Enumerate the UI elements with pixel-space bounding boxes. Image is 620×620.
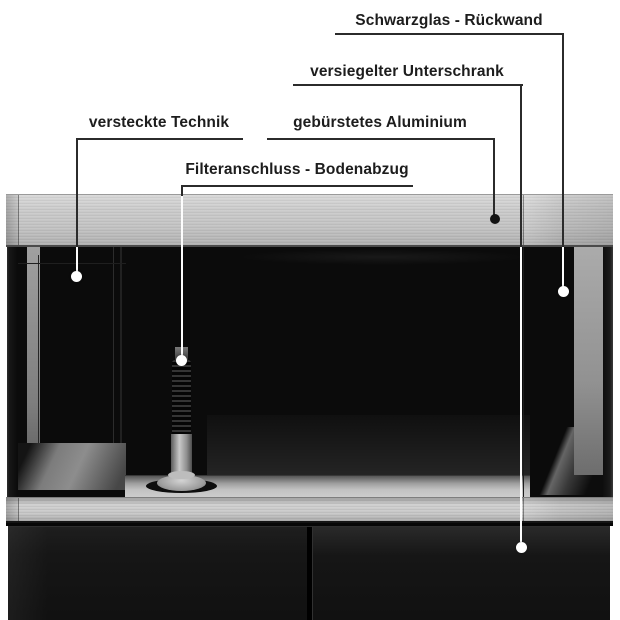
callout-underline [77,138,243,140]
back-glass-right-edge [603,247,613,497]
right-aluminum-pillar [574,247,603,475]
callout-underline [267,138,495,140]
bottom-frame-right-face [523,498,613,521]
callout-label: versiegelter Unterschrank [310,63,504,80]
compartment-top-line [18,263,126,264]
callout-marker-dot [558,286,569,297]
callout-marker-dot [71,271,82,282]
callout-leader-line [181,185,183,196]
top-frame-left-face [6,195,19,245]
right-corner-seam [523,247,524,497]
callout-leader-line-light [520,247,522,542]
callout-leader-line [520,84,522,247]
filter-spring-hose [172,360,191,438]
top-frame-right-face [523,195,613,245]
front-glass-left-edge [7,247,18,497]
callout-label: versteckte Technik [88,114,230,131]
back-wall-lower-sheen [207,415,530,475]
callout-underline [335,33,564,35]
callout-underline [293,84,523,86]
callout-leader-line [493,138,495,215]
callout-leader-line-light [76,247,78,272]
cabinet-right-door [313,527,610,557]
callout-label: gebürstetes Aluminium [293,114,467,131]
callout-label: Schwarzglas - Rückwand [355,12,543,29]
callout-leader-line-light [181,196,183,356]
callout-label: Filteranschluss - Bodenabzug [185,161,409,178]
bottom-frame-left-face [6,498,19,521]
callout-marker-dot [176,355,187,366]
callout-underline [182,185,413,187]
back-wall-reflection [237,249,527,265]
aquarium-interior [7,247,613,497]
callout-leader-line [562,33,564,247]
callout-marker-dot [516,542,527,553]
callout-leader-line [76,138,78,247]
callout-leader-line-light [562,247,564,287]
callout-marker-dot [490,214,500,224]
technik-compartment-floor [18,443,126,490]
cabinet-left-door [8,527,48,620]
bottom-drain-collar [168,471,195,479]
